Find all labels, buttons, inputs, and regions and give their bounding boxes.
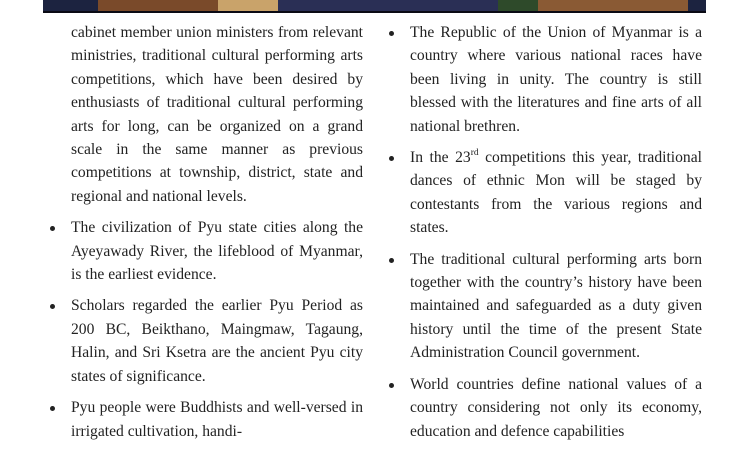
header-photo — [43, 0, 706, 13]
bullet-pyu-people: Pyu people were Buddhists and well-versed in irrigated cultivation, handi- — [71, 396, 363, 443]
left-column — [71, 21, 363, 451]
right-column — [410, 21, 702, 451]
bullet-pyu-civilization: The civilization of Pyu state cities along the Ayeyawady River, the lifeblood of Myanmar, is the earliest evidence. — [71, 216, 363, 286]
bullet-traditional-arts: The traditional cultural performing arts born together with the country’s history have been maintained and safeguarded as a duty given history until the time of the present State Administration Council government. — [410, 248, 702, 365]
ordinal-suffix: rd — [470, 147, 479, 158]
competitions-text-end: competitions this year, traditional dances of ethnic Mon will be staged by contestants from the various regions and states. — [410, 149, 702, 237]
bullet-world-countries: World countries define national values of a country considering not only its economy, education and defence capabilities — [410, 373, 702, 443]
bullet-competitions — [410, 146, 702, 240]
bullet-pyu-period: Scholars regarded the earlier Pyu Period as 200 BC, Beikthano, Maingmaw, Tagaung, Halin, and Sri Ksetra are the ancient Pyu city states of significance. — [71, 294, 363, 388]
paragraph-continuation: cabinet member union ministers from relevant ministries, traditional cultural performing arts competitions, which have been desired by enthusiasts of traditional cultural performing arts for long, can be organized on a grand scale in the same manner as previous competitions at township, district, state and regional and national levels. — [71, 24, 363, 205]
bullet-republic: The Republic of the Union of Myanmar is a country where various national races have been living in unity. The country is still blessed with the literatures and fine arts of all national brethren. — [410, 21, 702, 138]
competitions-text-start: In the 23 — [410, 149, 471, 167]
